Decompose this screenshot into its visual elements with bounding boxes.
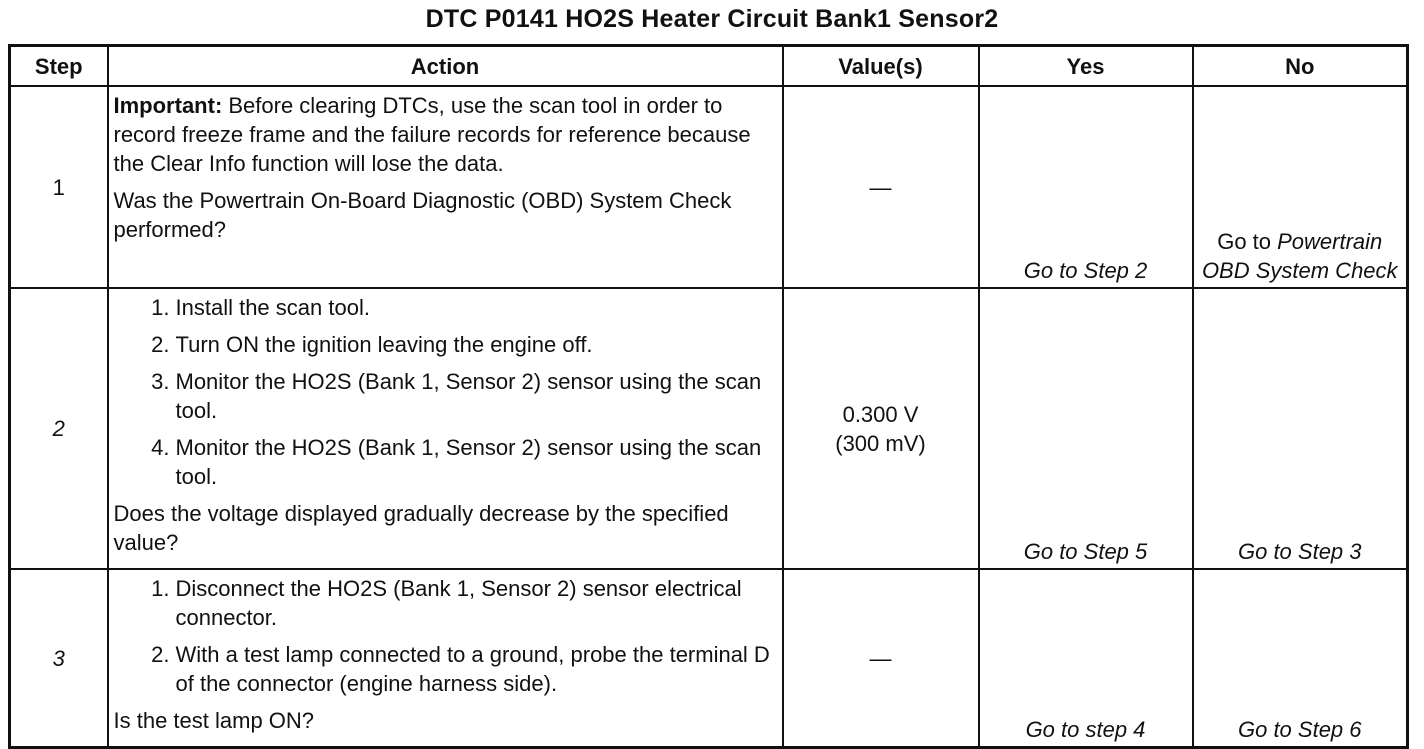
important-text: Before clearing DTCs, use the scan tool in order to record freeze frame and the failure records for reference because the Clear Info function will lose the data. (113, 93, 751, 176)
action-question: Does the voltage displayed gradually decrease by the specified value? (113, 501, 729, 555)
header-step: Step (10, 46, 108, 87)
list-item (114, 640, 772, 698)
action-list (114, 293, 772, 491)
page-title: DTC P0141 HO2S Heater Circuit Bank1 Sensor2 (425, 5, 999, 33)
list-item (114, 367, 772, 425)
header-values: Value(s) (783, 46, 979, 87)
action-cell (108, 569, 783, 748)
yes-cell: Go to step 4 (979, 569, 1193, 748)
item-number: 2. (151, 642, 170, 667)
item-text: Turn ON the ignition leaving the engine off. (175, 332, 593, 357)
header-no: No (1193, 46, 1408, 87)
item-text: Disconnect the HO2S (Bank 1, Sensor 2) sensor electrical connector. (175, 576, 742, 630)
yes-cell: Go to Step 2 (979, 86, 1193, 288)
no-cell (1193, 86, 1408, 288)
action-question: Is the test lamp ON? (113, 708, 315, 733)
item-text: Install the scan tool. (175, 295, 370, 320)
step-number: 3 (10, 569, 108, 748)
no-cell: Go to Step 3 (1193, 288, 1408, 569)
action-cell (108, 86, 783, 288)
table-row (10, 288, 1408, 569)
list-item (114, 293, 772, 322)
item-text: Monitor the HO2S (Bank 1, Sensor 2) sensor using the scan tool. (175, 369, 762, 423)
item-text: Monitor the HO2S (Bank 1, Sensor 2) sensor using the scan tool. (175, 435, 762, 489)
step-number: 1 (10, 86, 108, 288)
list-item (114, 330, 772, 359)
value-line: (300 mV) (835, 430, 926, 456)
table-row (10, 86, 1408, 288)
item-number: 1. (151, 576, 170, 601)
no-prefix: Go to (1217, 229, 1278, 254)
header-row (10, 46, 1408, 87)
value-line: 0.300 V (842, 401, 919, 427)
value-cell: — (783, 86, 979, 288)
value-cell: — (783, 569, 979, 748)
item-text: With a test lamp connected to a ground, probe the terminal D of the connector (engine harness side). (175, 642, 770, 696)
table-row (10, 569, 1408, 748)
header-yes: Yes (979, 46, 1193, 87)
header-action: Action (108, 46, 783, 87)
step-number: 2 (10, 288, 108, 569)
no-link: Powertrain OBD System Check (1201, 229, 1398, 283)
value-cell (783, 288, 979, 569)
item-number: 1. (151, 295, 170, 320)
item-number: 4. (151, 435, 170, 460)
important-label: Important: (113, 93, 223, 118)
yes-cell: Go to Step 5 (979, 288, 1193, 569)
no-cell: Go to Step 6 (1193, 569, 1408, 748)
important-note (114, 91, 772, 178)
list-item (114, 574, 772, 632)
action-list (114, 574, 772, 698)
action-cell (108, 288, 783, 569)
list-item (114, 433, 772, 491)
action-question: Was the Powertrain On-Board Diagnostic (OBD) System Check performed? (113, 188, 732, 242)
item-number: 3. (151, 369, 170, 394)
item-number: 2. (151, 332, 170, 357)
diagnostic-table (8, 44, 1409, 749)
